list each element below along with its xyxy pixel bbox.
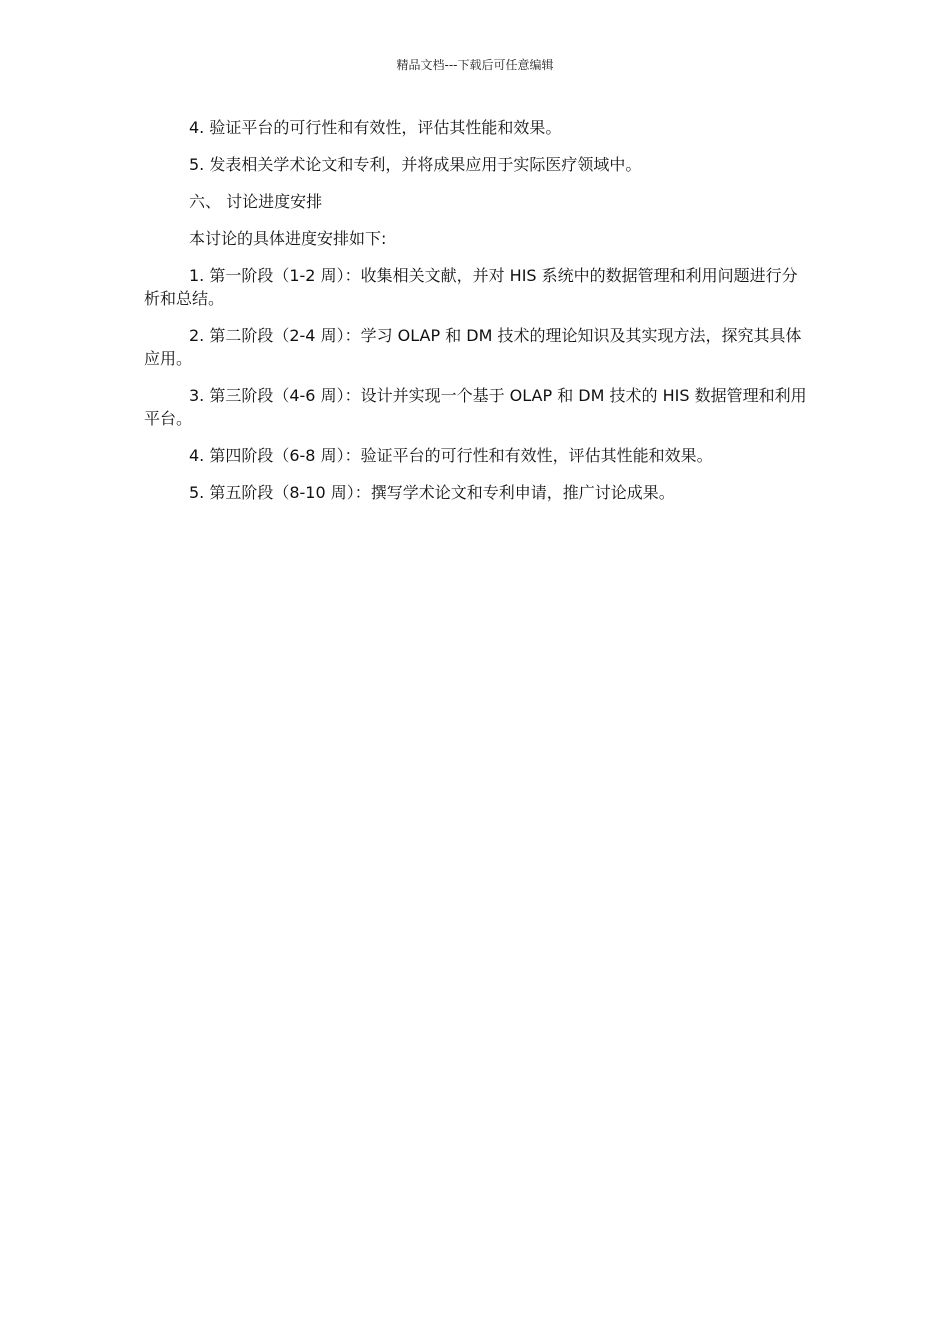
paragraph-goal-4: 4. 验证平台的可行性和有效性，评估其性能和效果。: [189, 118, 562, 137]
paragraph-goal-5: 5. 发表相关学术论文和专利，并将成果应用于实际医疗领域中。: [189, 155, 642, 174]
page-header: 精品文档---下载后可任意编辑: [396, 58, 554, 72]
paragraph-stage-1: 1. 第一阶段（1-2 周）：收集相关文献，并对 HIS 系统中的数据管理和利用问题进行分析和总结。: [144, 266, 798, 308]
paragraph-stage-5: 5. 第五阶段（8-10 周）：撰写学术论文和专利申请，推广讨论成果。: [189, 483, 675, 502]
paragraph-stage-2: 2. 第二阶段（2-4 周）：学习 OLAP 和 DM 技术的理论知识及其实现方法，探究其具体应用。: [144, 326, 802, 368]
paragraph-stage-3: 3. 第三阶段（4-6 周）：设计并实现一个基于 OLAP 和 DM 技术的 HIS 数据管理和利用平台。: [144, 386, 807, 428]
document-body: [144, 116, 808, 518]
paragraph-stage-4: 4. 第四阶段（6-8 周）：验证平台的可行性和有效性，评估其性能和效果。: [189, 446, 713, 465]
section-heading-schedule: 六、 讨论进度安排: [189, 192, 323, 211]
paragraph-schedule-intro: 本讨论的具体进度安排如下:: [189, 229, 387, 248]
